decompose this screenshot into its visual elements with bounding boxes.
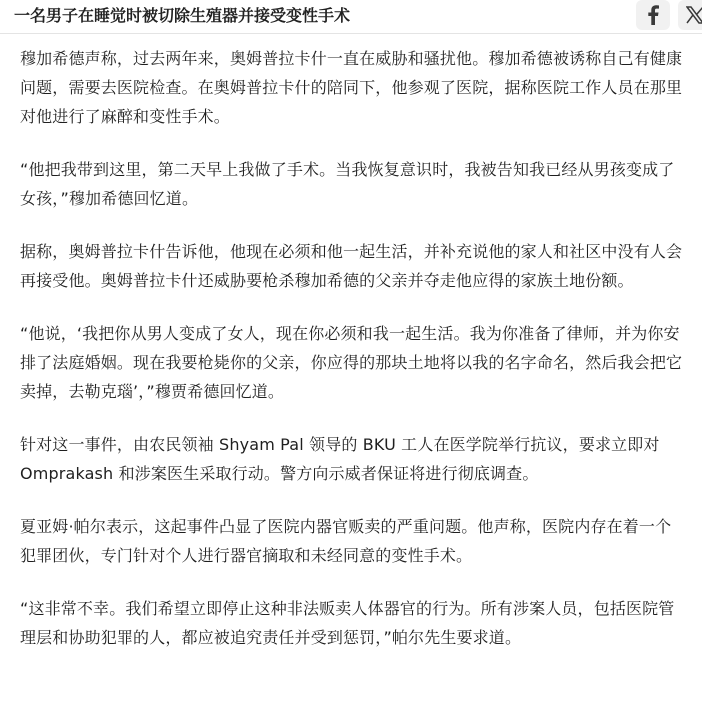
- article-paragraph: 据称，奥姆普拉卡什告诉他，他现在必须和他一起生活，并补充说他的家人和社区中没有人会再接受他。奥姆普拉卡什还威胁要枪杀穆加希德的父亲并夺走他应得的家族土地份额。: [20, 242, 683, 290]
- share-facebook-button[interactable]: [636, 0, 670, 30]
- article-paragraph: 穆加希德声称，过去两年来，奥姆普拉卡什一直在威胁和骚扰他。穆加希德被诱称自己有健康问题，需要去医院检查。在奥姆普拉卡什的陪同下，他参观了医院，据称医院工作人员在那里对他进行了麻醉和变性手术。: [20, 49, 683, 126]
- x-icon: [686, 6, 702, 24]
- article-paragraph: 夏亚姆·帕尔表示，这起事件凸显了医院内器官贩卖的严重问题。他声称，医院内存在着一个犯罪团伙，专门针对个人进行器官摘取和未经同意的变性手术。: [20, 517, 672, 565]
- article-paragraph: “这非常不幸。我们希望立即停止这种非法贩卖人体器官的行为。所有涉案人员，包括医院管理层和协助犯罪的人，都应被追究责任并受到惩罚，”帕尔先生要求道。: [20, 599, 675, 647]
- article-paragraph: 针对这一事件，由农民领袖 Shyam Pal 领导的 BKU 工人在医学院举行抗议，要求立即对 Omprakash 和涉案医生采取行动。警方向示威者保证将进行彻底调查。: [20, 435, 660, 483]
- share-x-button[interactable]: [678, 0, 702, 30]
- article-title: 一名男子在睡觉时被切除生殖器并接受变性手术: [14, 6, 351, 25]
- article-body: [20, 44, 686, 676]
- facebook-icon: [646, 5, 660, 25]
- article-header: [0, 0, 702, 34]
- article-paragraph: “他把我带到这里，第二天早上我做了手术。当我恢复意识时，我被告知我已经从男孩变成了女孩，”穆加希德回忆道。: [20, 160, 675, 208]
- article-paragraph: “他说，‘我把你从男人变成了女人，现在你必须和我一起生活。我为你准备了律师，并为你安排了法庭婚姻。现在我要枪毙你的父亲，你应得的那块土地将以我的名字命名，然后我会把它卖掉，去勒克瑙’，”穆贾希德回忆道。: [20, 324, 683, 401]
